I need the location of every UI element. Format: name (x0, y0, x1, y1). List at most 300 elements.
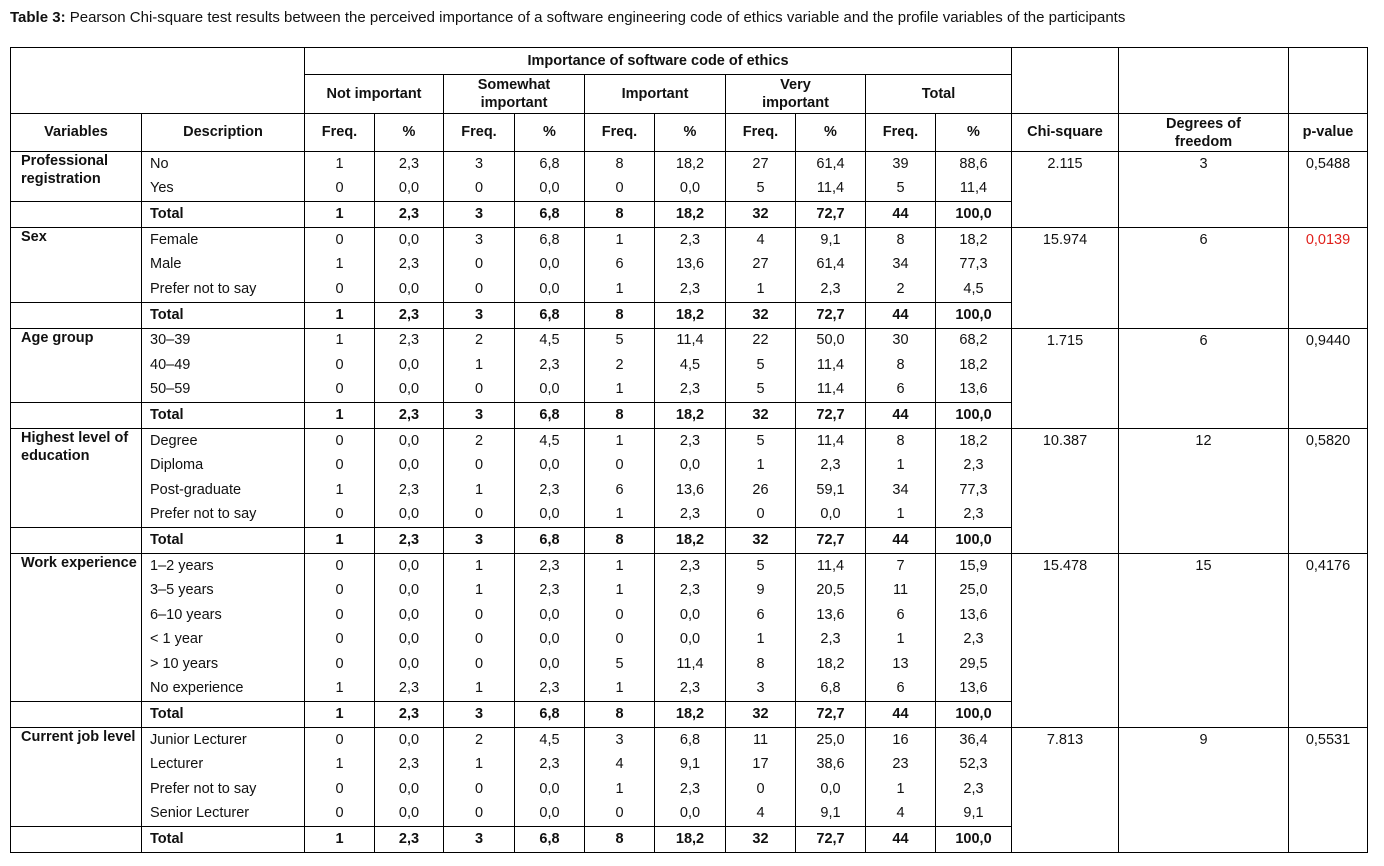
pct-cell: 2,3 (515, 753, 585, 778)
row-description: Degree (142, 429, 305, 454)
table-caption (10, 8, 1380, 28)
header-degrees-of-freedom: Degrees of freedom (1119, 114, 1289, 152)
pct-cell: 15,9 (936, 554, 1012, 579)
header-freq: Freq. (866, 114, 936, 152)
pct-cell: 0,0 (515, 802, 585, 827)
freq-cell: 6 (585, 253, 655, 278)
pct-cell: 9,1 (936, 802, 1012, 827)
pct-cell: 13,6 (936, 603, 1012, 628)
row-description: Post-graduate (142, 478, 305, 503)
total-pct-cell: 18,2 (655, 827, 726, 853)
pct-cell: 6,8 (515, 152, 585, 177)
freq-cell: 27 (726, 253, 796, 278)
table-body (11, 152, 1368, 853)
freq-cell: 3 (726, 677, 796, 702)
total-freq-cell: 44 (866, 403, 936, 429)
pct-cell: 2,3 (375, 328, 444, 353)
freq-cell: 0 (726, 503, 796, 528)
total-blank (11, 827, 142, 853)
pct-cell: 0,0 (655, 177, 726, 202)
header-freq: Freq. (585, 114, 655, 152)
pct-cell: 2,3 (655, 503, 726, 528)
pct-cell: 77,3 (936, 478, 1012, 503)
freq-cell: 2 (444, 429, 515, 454)
total-pct-cell: 72,7 (796, 302, 866, 328)
pct-cell: 0,0 (375, 378, 444, 403)
pct-cell: 2,3 (375, 478, 444, 503)
header-group-title: Importance of software code of ethics (305, 48, 1012, 75)
pct-cell: 0,0 (515, 652, 585, 677)
pct-cell: 2,3 (655, 777, 726, 802)
row-description: Lecturer (142, 753, 305, 778)
total-blank (11, 403, 142, 429)
total-freq-cell: 44 (866, 202, 936, 228)
header-blank (11, 48, 305, 114)
pct-cell: 9,1 (796, 228, 866, 253)
pct-cell: 2,3 (936, 777, 1012, 802)
pct-cell: 11,4 (655, 652, 726, 677)
pct-cell: 11,4 (796, 378, 866, 403)
row-description: Junior Lecturer (142, 728, 305, 753)
total-freq-cell: 1 (305, 702, 375, 728)
freq-cell: 4 (585, 753, 655, 778)
pct-cell: 18,2 (936, 353, 1012, 378)
freq-cell: 0 (305, 429, 375, 454)
pct-cell: 29,5 (936, 652, 1012, 677)
freq-cell: 8 (866, 228, 936, 253)
freq-cell: 0 (444, 253, 515, 278)
total-blank (11, 302, 142, 328)
pct-cell: 0,0 (375, 277, 444, 302)
freq-cell: 2 (444, 728, 515, 753)
freq-cell: 0 (444, 177, 515, 202)
pct-cell: 6,8 (796, 677, 866, 702)
variable-name: Sex (11, 228, 142, 303)
pct-cell: 0,0 (515, 777, 585, 802)
pct-cell: 68,2 (936, 328, 1012, 353)
freq-cell: 34 (866, 253, 936, 278)
row-description: < 1 year (142, 628, 305, 653)
pct-cell: 0,0 (375, 628, 444, 653)
pct-cell: 2,3 (515, 579, 585, 604)
freq-cell: 1 (444, 478, 515, 503)
row-description: Yes (142, 177, 305, 202)
degrees-of-freedom-value: 15 (1119, 554, 1289, 728)
row-description: Senior Lecturer (142, 802, 305, 827)
freq-cell: 0 (444, 503, 515, 528)
freq-cell: 1 (305, 478, 375, 503)
header-freq: Freq. (305, 114, 375, 152)
total-blank (11, 202, 142, 228)
freq-cell: 1 (305, 328, 375, 353)
total-freq-cell: 8 (585, 702, 655, 728)
pct-cell: 20,5 (796, 579, 866, 604)
freq-cell: 11 (866, 579, 936, 604)
total-pct-cell: 2,3 (375, 702, 444, 728)
pct-cell: 2,3 (375, 677, 444, 702)
freq-cell: 1 (444, 554, 515, 579)
total-pct-cell: 6,8 (515, 202, 585, 228)
freq-cell: 23 (866, 753, 936, 778)
total-label: Total (142, 202, 305, 228)
freq-cell: 3 (444, 152, 515, 177)
freq-cell: 0 (305, 228, 375, 253)
caption-label: Table 3: (10, 9, 66, 26)
total-freq-cell: 44 (866, 702, 936, 728)
freq-cell: 4 (726, 802, 796, 827)
freq-cell: 1 (866, 777, 936, 802)
freq-cell: 0 (305, 177, 375, 202)
header-description: Description (142, 114, 305, 152)
chi-square-value: 2.115 (1012, 152, 1119, 228)
p-value: 0,5531 (1289, 728, 1368, 853)
freq-cell: 1 (305, 253, 375, 278)
row-description: Prefer not to say (142, 503, 305, 528)
total-label: Total (142, 403, 305, 429)
pct-cell: 25,0 (796, 728, 866, 753)
total-pct-cell: 72,7 (796, 528, 866, 554)
freq-cell: 6 (866, 378, 936, 403)
total-freq-cell: 3 (444, 702, 515, 728)
freq-cell: 0 (305, 628, 375, 653)
freq-cell: 0 (305, 728, 375, 753)
pct-cell: 0,0 (375, 554, 444, 579)
total-pct-cell: 6,8 (515, 827, 585, 853)
freq-cell: 5 (726, 353, 796, 378)
chi-square-value: 15.974 (1012, 228, 1119, 329)
pct-cell: 4,5 (515, 328, 585, 353)
total-pct-cell: 100,0 (936, 528, 1012, 554)
variable-name: Work experience (11, 554, 142, 702)
pct-cell: 2,3 (375, 253, 444, 278)
pct-cell: 4,5 (936, 277, 1012, 302)
pct-cell: 0,0 (515, 503, 585, 528)
freq-cell: 1 (585, 677, 655, 702)
pct-cell: 2,3 (515, 478, 585, 503)
row-description: Diploma (142, 454, 305, 479)
pct-cell: 2,3 (375, 152, 444, 177)
freq-cell: 0 (305, 378, 375, 403)
pct-cell: 11,4 (796, 353, 866, 378)
total-pct-cell: 2,3 (375, 827, 444, 853)
pct-cell: 2,3 (796, 277, 866, 302)
header-blank-chi (1012, 48, 1119, 114)
pct-cell: 2,3 (796, 628, 866, 653)
freq-cell: 0 (305, 652, 375, 677)
header-pct: % (936, 114, 1012, 152)
total-pct-cell: 2,3 (375, 302, 444, 328)
pct-cell: 2,3 (936, 503, 1012, 528)
pct-cell: 13,6 (655, 478, 726, 503)
table-row (11, 554, 1368, 579)
total-pct-cell: 6,8 (515, 702, 585, 728)
freq-cell: 1 (585, 554, 655, 579)
total-freq-cell: 1 (305, 827, 375, 853)
pct-cell: 0,0 (375, 603, 444, 628)
total-pct-cell: 6,8 (515, 302, 585, 328)
freq-cell: 0 (444, 802, 515, 827)
header-variables: Variables (11, 114, 142, 152)
pct-cell: 2,3 (655, 277, 726, 302)
row-description: Prefer not to say (142, 277, 305, 302)
row-description: 30–39 (142, 328, 305, 353)
header-blank-dof (1119, 48, 1289, 114)
pct-cell: 52,3 (936, 753, 1012, 778)
total-label: Total (142, 827, 305, 853)
pct-cell: 0,0 (515, 454, 585, 479)
pct-cell: 61,4 (796, 152, 866, 177)
total-label: Total (142, 302, 305, 328)
freq-cell: 1 (585, 579, 655, 604)
total-freq-cell: 3 (444, 403, 515, 429)
pct-cell: 0,0 (375, 728, 444, 753)
freq-cell: 2 (585, 353, 655, 378)
total-blank (11, 702, 142, 728)
pct-cell: 11,4 (796, 177, 866, 202)
freq-cell: 1 (585, 277, 655, 302)
total-pct-cell: 72,7 (796, 827, 866, 853)
header-somewhat-important: Somewhat important (444, 75, 585, 114)
variable-name: Current job level (11, 728, 142, 827)
header-freq: Freq. (726, 114, 796, 152)
total-freq-cell: 44 (866, 827, 936, 853)
total-freq-cell: 8 (585, 302, 655, 328)
header-very-important: Very important (726, 75, 866, 114)
total-pct-cell: 2,3 (375, 403, 444, 429)
freq-cell: 1 (585, 378, 655, 403)
row-description: 50–59 (142, 378, 305, 403)
pct-cell: 13,6 (936, 677, 1012, 702)
pct-cell: 2,3 (655, 228, 726, 253)
total-freq-cell: 32 (726, 528, 796, 554)
total-freq-cell: 1 (305, 528, 375, 554)
pct-cell: 2,3 (515, 353, 585, 378)
total-pct-cell: 100,0 (936, 702, 1012, 728)
table-row (11, 728, 1368, 753)
freq-cell: 5 (866, 177, 936, 202)
pct-cell: 11,4 (796, 429, 866, 454)
pct-cell: 0,0 (796, 503, 866, 528)
pct-cell: 0,0 (655, 603, 726, 628)
p-value: 0,5820 (1289, 429, 1368, 554)
freq-cell: 8 (585, 152, 655, 177)
degrees-of-freedom-value: 6 (1119, 228, 1289, 329)
total-pct-cell: 18,2 (655, 403, 726, 429)
pct-cell: 2,3 (655, 554, 726, 579)
degrees-of-freedom-value: 12 (1119, 429, 1289, 554)
freq-cell: 2 (444, 328, 515, 353)
pct-cell: 2,3 (655, 378, 726, 403)
freq-cell: 0 (444, 628, 515, 653)
total-pct-cell: 100,0 (936, 202, 1012, 228)
header-p-value: p-value (1289, 114, 1368, 152)
pct-cell: 0,0 (515, 378, 585, 403)
freq-cell: 1 (305, 753, 375, 778)
total-pct-cell: 72,7 (796, 202, 866, 228)
pct-cell: 77,3 (936, 253, 1012, 278)
row-description: 3–5 years (142, 579, 305, 604)
freq-cell: 0 (305, 579, 375, 604)
header-total: Total (866, 75, 1012, 114)
pct-cell: 6,8 (655, 728, 726, 753)
freq-cell: 0 (585, 603, 655, 628)
caption-text: Pearson Chi-square test results between the perceived importance of a software engineering code of ethics variable and the profile variables of the participants (65, 9, 1126, 26)
total-freq-cell: 1 (305, 202, 375, 228)
total-freq-cell: 32 (726, 302, 796, 328)
freq-cell: 16 (866, 728, 936, 753)
freq-cell: 0 (444, 777, 515, 802)
freq-cell: 0 (444, 652, 515, 677)
total-freq-cell: 3 (444, 302, 515, 328)
pct-cell: 0,0 (375, 454, 444, 479)
total-label: Total (142, 702, 305, 728)
freq-cell: 22 (726, 328, 796, 353)
freq-cell: 0 (305, 353, 375, 378)
freq-cell: 0 (444, 277, 515, 302)
pct-cell: 50,0 (796, 328, 866, 353)
chi-square-value: 7.813 (1012, 728, 1119, 853)
freq-cell: 27 (726, 152, 796, 177)
row-description: Prefer not to say (142, 777, 305, 802)
total-pct-cell: 2,3 (375, 528, 444, 554)
header-important: Important (585, 75, 726, 114)
pct-cell: 2,3 (655, 579, 726, 604)
freq-cell: 34 (866, 478, 936, 503)
row-description: 1–2 years (142, 554, 305, 579)
variable-name: Age group (11, 328, 142, 403)
freq-cell: 1 (585, 429, 655, 454)
freq-cell: 9 (726, 579, 796, 604)
row-description: Male (142, 253, 305, 278)
header-pct: % (515, 114, 585, 152)
pct-cell: 0,0 (375, 429, 444, 454)
pct-cell: 13,6 (655, 253, 726, 278)
chi-square-results-table (10, 47, 1368, 853)
pct-cell: 2,3 (796, 454, 866, 479)
pct-cell: 38,6 (796, 753, 866, 778)
freq-cell: 5 (726, 378, 796, 403)
header-pct: % (375, 114, 444, 152)
freq-cell: 1 (585, 777, 655, 802)
pct-cell: 2,3 (375, 753, 444, 778)
pct-cell: 0,0 (655, 628, 726, 653)
freq-cell: 1 (866, 503, 936, 528)
pct-cell: 0,0 (375, 503, 444, 528)
pct-cell: 11,4 (936, 177, 1012, 202)
freq-cell: 5 (726, 177, 796, 202)
freq-cell: 1 (305, 677, 375, 702)
pct-cell: 18,2 (655, 152, 726, 177)
pct-cell: 2,3 (515, 677, 585, 702)
total-pct-cell: 100,0 (936, 827, 1012, 853)
freq-cell: 1 (444, 677, 515, 702)
freq-cell: 6 (866, 603, 936, 628)
header-freq: Freq. (444, 114, 515, 152)
freq-cell: 5 (585, 328, 655, 353)
total-pct-cell: 6,8 (515, 528, 585, 554)
pct-cell: 2,3 (515, 554, 585, 579)
table-row (11, 429, 1368, 454)
total-pct-cell: 18,2 (655, 202, 726, 228)
total-pct-cell: 72,7 (796, 403, 866, 429)
pct-cell: 88,6 (936, 152, 1012, 177)
pct-cell: 61,4 (796, 253, 866, 278)
freq-cell: 1 (305, 152, 375, 177)
p-value: 0,5488 (1289, 152, 1368, 228)
freq-cell: 0 (305, 454, 375, 479)
total-pct-cell: 100,0 (936, 403, 1012, 429)
freq-cell: 0 (305, 277, 375, 302)
pct-cell: 0,0 (375, 777, 444, 802)
header-blank-p (1289, 48, 1368, 114)
freq-cell: 1 (726, 454, 796, 479)
pct-cell: 2,3 (936, 628, 1012, 653)
freq-cell: 7 (866, 554, 936, 579)
pct-cell: 18,2 (936, 429, 1012, 454)
total-blank (11, 528, 142, 554)
freq-cell: 1 (585, 503, 655, 528)
pct-cell: 0,0 (655, 454, 726, 479)
freq-cell: 0 (444, 378, 515, 403)
pct-cell: 4,5 (655, 353, 726, 378)
total-freq-cell: 3 (444, 528, 515, 554)
freq-cell: 11 (726, 728, 796, 753)
total-pct-cell: 6,8 (515, 403, 585, 429)
pct-cell: 0,0 (515, 628, 585, 653)
total-freq-cell: 44 (866, 302, 936, 328)
freq-cell: 6 (585, 478, 655, 503)
header-not-important: Not important (305, 75, 444, 114)
freq-cell: 1 (444, 353, 515, 378)
table-row (11, 228, 1368, 253)
freq-cell: 6 (726, 603, 796, 628)
pct-cell: 0,0 (515, 253, 585, 278)
row-description: No experience (142, 677, 305, 702)
p-value: 0,0139 (1289, 228, 1368, 329)
freq-cell: 0 (585, 802, 655, 827)
freq-cell: 8 (866, 429, 936, 454)
p-value: 0,9440 (1289, 328, 1368, 429)
pct-cell: 2,3 (936, 454, 1012, 479)
pct-cell: 0,0 (515, 277, 585, 302)
freq-cell: 8 (866, 353, 936, 378)
pct-cell: 0,0 (375, 177, 444, 202)
pct-cell: 59,1 (796, 478, 866, 503)
freq-cell: 0 (444, 454, 515, 479)
freq-cell: 6 (866, 677, 936, 702)
freq-cell: 0 (585, 454, 655, 479)
degrees-of-freedom-value: 3 (1119, 152, 1289, 228)
freq-cell: 39 (866, 152, 936, 177)
freq-cell: 3 (585, 728, 655, 753)
total-freq-cell: 32 (726, 702, 796, 728)
freq-cell: 1 (444, 753, 515, 778)
p-value: 0,4176 (1289, 554, 1368, 728)
pct-cell: 0,0 (375, 228, 444, 253)
total-freq-cell: 32 (726, 827, 796, 853)
pct-cell: 11,4 (796, 554, 866, 579)
freq-cell: 0 (585, 628, 655, 653)
pct-cell: 13,6 (936, 378, 1012, 403)
pct-cell: 18,2 (936, 228, 1012, 253)
pct-cell: 0,0 (375, 802, 444, 827)
pct-cell: 0,0 (375, 353, 444, 378)
freq-cell: 30 (866, 328, 936, 353)
freq-cell: 0 (305, 603, 375, 628)
total-pct-cell: 72,7 (796, 702, 866, 728)
row-description: Female (142, 228, 305, 253)
pct-cell: 0,0 (375, 579, 444, 604)
